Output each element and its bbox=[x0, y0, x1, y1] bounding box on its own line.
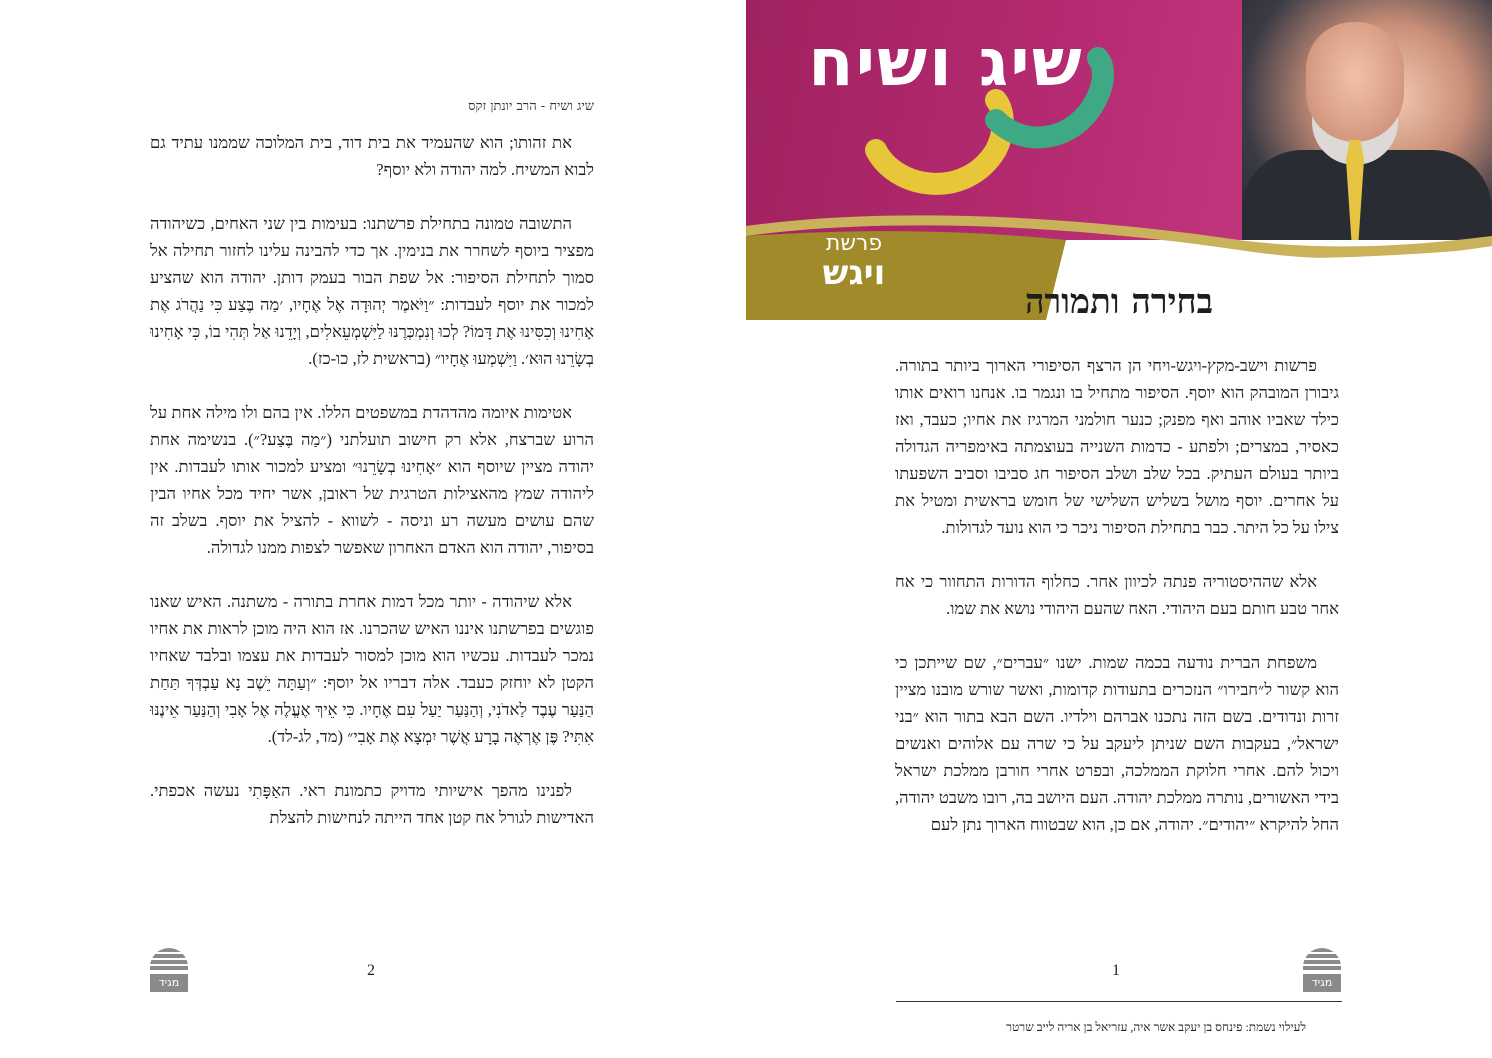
publisher-mark: מגיד bbox=[150, 974, 188, 992]
paragraph: אטימות איומה מהדהדת במשפטים הללו. אין בהם ולו מילה אחת על הרוע שברצח, אלא רק חישוב תועלתני (״מַה בֶּצַע?״). בנשימה אחת יהודה מציין שיוסף הוא ״אָחִינוּ בְשָׂרֵנוּ״ ומציע למכור אותו לעבדות. אין ליהודה שמץ מהאצילות הטרגית של ראובן, אשר יחיד מכל אחיו הבין שהם עושים מעשה רע וניסה - לשווא - להציל את יוסף. בשלב זה בסיפור, יהודה הוא האדם האחרון שאפשר לצפות ממנו לגדולה. bbox=[150, 403, 594, 557]
paragraph: משפחת הברית נודעה בכמה שמות. ישנו ״עברים״, שם שייתכן כי הוא קשור ל״חבירו״ הנזכרים בתעודות קדומות, ואשר שורש מובנו מציין זרות ונדודים. בשם הזה נתכנו אברהם וילדיו. השם הבא בתור הוא ״בני ישראל״, בעקבות השם שניתן ליעקב על כי שרה עם אלוהים ואנשים ויכול להם. אחרי חלוקת הממלכה, ובפרט אחרי חורבן ממלכת ישראל בידי האשורים, נותרה ממלכת יהודה. העם היושב בה, רובו משבט יהודה, החל להיקרא ״יהודים״. יהודה, אם כן, הוא שבטווח הארוך נתן לעם bbox=[895, 653, 1339, 834]
paragraph: אלא שיהודה - יותר מכל דמות אחרת בתורה - משתנה. האיש שאנו פוגשים בפרשתנו איננו האיש שהכרנו. אז הוא היה מוכן לראות את אחיו נמכר לעבדות. עכשיו הוא מוכן למסור לעבדות את עצמו ובלבד שאחיו הקטן לא יוחזק כעבד. אלה דבריו אל יוסף: ״וְעַתָּה יֵשֶׁב נָא עַבְדְּךָ תַּחַת הַנַּעַר עֶבֶד לַאדֹנִי, וְהַנַּעַר יַעַל עִם אֶחָיו. כִּי אֵיךְ אֶעֱלֶה אֶל אָבִי וְהַנַּעַר אֵינֶנּוּ אִתִּי? פֶּן אֶרְאֶה בָרָע אֲשֶׁר יִמְצָא אֶת אָבִי״ (מד, לג-לד). bbox=[150, 592, 594, 746]
publisher-mark: מגיד bbox=[1303, 974, 1341, 992]
portrait-face bbox=[1306, 22, 1404, 142]
parasha-name: ויגש bbox=[822, 253, 886, 293]
logo-text: שיג ושיח bbox=[808, 24, 1084, 101]
logo-yellow-stroke bbox=[876, 100, 1003, 184]
running-head: שיג ושיח - הרב יונתן זקס bbox=[468, 99, 594, 114]
page-number: 1 bbox=[1112, 962, 1120, 979]
publisher-logo bbox=[150, 948, 188, 992]
parasha-word: פרשת bbox=[825, 231, 883, 256]
right-page-body bbox=[895, 352, 1339, 940]
dedication-line: לעילוי נשמת: פינחס בן יעקב אשר איה, עזריאל בן אריה לייב שרטר bbox=[1006, 1020, 1306, 1034]
right-page bbox=[746, 0, 1492, 1058]
dome-icon bbox=[150, 948, 188, 972]
paragraph: לפנינו מהפך אישיותי מדויק כתמונת ראי. האַפָּתִי נעשה אכפתי. האדישות לגורל אח קטן אחד הייתה לנחישות להצלת bbox=[150, 781, 594, 827]
paragraph: התשובה טמונה בתחילת פרשתנו: בעימות בין שני האחים, כשיהודה מפציר ביוסף לשחרר את בנימין. אך כדי להבינה עלינו לחזור תחילה אל סמוך לתחילת הסיפור: אל שפת הבור בעמק דותן. יהודה הוא שהציע למכור את יוסף לעבדות: ״וַיֹּאמֶר יְהוּדָה אֶל אֶחָיו, ׳מַה בֶּצַע כִּי נַהֲרֹג אֶת אָחִינוּ וְכִסִּינוּ אֶת דָּמוֹ? לְכוּ וְנִמְכְּרֶנּוּ לַיִּשְׁמְעֵאלִים, וְיָדֵנוּ אַל תְּהִי בוֹ, כִּי אָחִינוּ בְשָׂרֵנוּ הוּא׳. וַיִּשְׁמְעוּ אֶחָיו״ (בראשית לז, כו-כז). bbox=[150, 214, 594, 368]
paragraph: את זהותו; הוא שהעמיד את בית דוד, בית המלוכה שממנו עתיד גם לבוא המשיח. למה יהודה ולא יוסף? bbox=[150, 133, 594, 179]
left-page-body bbox=[150, 129, 594, 929]
dome-icon bbox=[1303, 948, 1341, 972]
paragraph: אלא שההיסטוריה פנתה לכיוון אחר. כחלוף הדורות התחוור כי אח אחר טבע חותם בעם היהודי. האח שהעם היהודי נושא את שמו. bbox=[895, 572, 1339, 618]
footer-divider bbox=[896, 1001, 1342, 1002]
article-title: בחירה ותמורה bbox=[1024, 282, 1214, 322]
paragraph: פרשות וישב-מקץ-ויגש-ויחי הן הרצף הסיפורי הארוך ביותר בתורה. גיבורן המובהק הוא יוסף. הסיפור מתחיל בו ונגמר בו. אנחנו רואים אותו כילד שאביו אוהב ואף מפנק; כנער חולמני המרגיז את אחיו; כעבד, ואז כאסיר, במצרים; ולפתע - כדמות השנייה בעוצמתה באימפריה הגדולה ביותר בעולם העתיק. בכל שלב ושלב הסיפור חג סביבו וסביב השפעתו על אחרים. יוסף מושל בשליש השלישי של חומש בראשית ומטיל את צילו על כל היתר. כבר בתחילת הסיפור ניכר כי הוא נועד לגדולות. bbox=[895, 356, 1339, 537]
page-number: 2 bbox=[367, 962, 375, 979]
publisher-logo bbox=[1303, 948, 1341, 992]
